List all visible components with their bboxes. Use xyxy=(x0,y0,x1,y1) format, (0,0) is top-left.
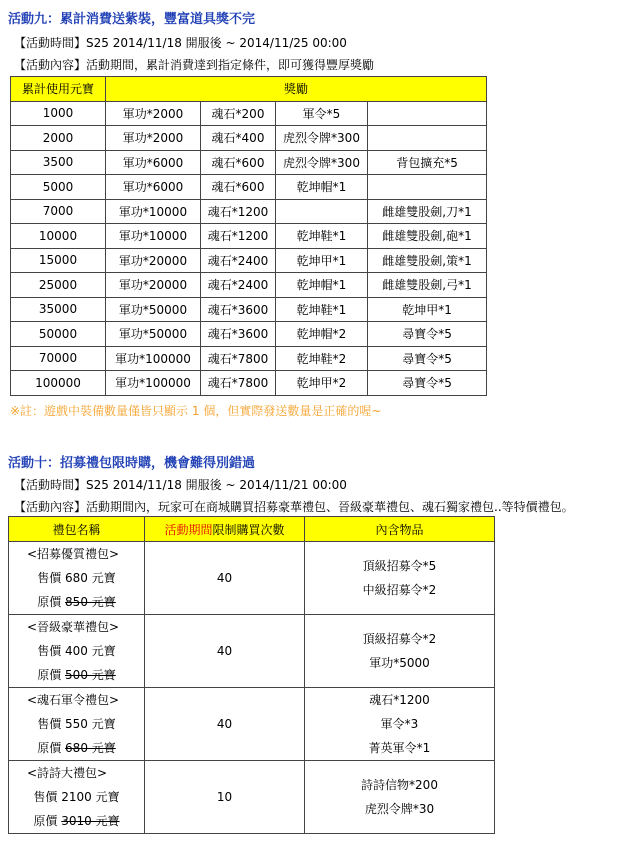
reward-cell: 70000 xyxy=(11,346,106,371)
reward-cell: 魂石*7800 xyxy=(201,346,276,371)
reward-cell: 背包擴充*5 xyxy=(368,150,487,175)
reward-cell: 軍功*100000 xyxy=(106,371,201,396)
reward-cell: 魂石*1200 xyxy=(201,224,276,249)
reward-cell: 軍功*20000 xyxy=(106,273,201,298)
reward-row xyxy=(11,175,487,200)
reward-cell: 乾坤甲*1 xyxy=(276,248,368,273)
package-price: 售價 680 元寶 xyxy=(37,571,116,585)
package-items xyxy=(305,615,495,688)
reward-cell: 乾坤鞋*2 xyxy=(276,346,368,371)
package-info xyxy=(9,761,145,834)
reward-cell: 魂石*200 xyxy=(201,101,276,126)
event10-content: 【活動內容】活動期間內，玩家可在商城購買招募豪華禮包、晉級豪華禮包、魂石獨家禮包..等特價禮包。 xyxy=(14,500,574,514)
reward-row xyxy=(11,248,487,273)
reward-cell: 50000 xyxy=(11,322,106,347)
package-limit: 10 xyxy=(145,761,305,834)
reward-cell: 100000 xyxy=(11,371,106,396)
reward-cell: 15000 xyxy=(11,248,106,273)
reward-cell: 魂石*2400 xyxy=(201,273,276,298)
reward-cell: 魂石*2400 xyxy=(201,248,276,273)
header-items: 內含物品 xyxy=(305,517,495,542)
reward-cell xyxy=(368,126,487,151)
original-price-label: 原價 xyxy=(37,741,66,755)
header-reward: 獎勵 xyxy=(106,77,487,102)
package-row xyxy=(9,688,495,761)
package-name: <詩詩大禮包> xyxy=(27,766,108,780)
reward-cell: 魂石*7800 xyxy=(201,371,276,396)
reward-cell: 軍功*100000 xyxy=(106,346,201,371)
package-item: 菁英軍令*1 xyxy=(368,741,431,755)
package-limit: 40 xyxy=(145,615,305,688)
original-price-label: 原價 xyxy=(37,595,66,609)
reward-cell: 雌雄雙股劍,刀*1 xyxy=(368,199,487,224)
reward-cell: 1000 xyxy=(11,101,106,126)
reward-row xyxy=(11,126,487,151)
header-limit-highlight: 活動期間 xyxy=(164,522,213,537)
package-table xyxy=(8,516,495,834)
package-item: 虎烈令牌*30 xyxy=(364,802,435,816)
reward-cell: 乾坤帽*1 xyxy=(276,273,368,298)
reward-table-header xyxy=(11,77,487,102)
package-row xyxy=(9,542,495,615)
reward-row xyxy=(11,150,487,175)
package-items xyxy=(305,688,495,761)
package-info xyxy=(9,542,145,615)
reward-cell: 軍功*50000 xyxy=(106,297,201,322)
header-limit xyxy=(145,517,305,542)
event9-time: 【活動時間】S25 2014/11/18 開服後 ~ 2014/11/25 00:00 xyxy=(14,36,347,50)
reward-cell: 軍令*5 xyxy=(276,101,368,126)
package-original-price xyxy=(9,809,144,833)
original-price-value: 680 元寶 xyxy=(65,741,116,755)
event9-content: 【活動內容】活動期間，累計消費達到指定條件，即可獲得豐厚獎勵 xyxy=(14,58,375,72)
package-items xyxy=(305,761,495,834)
reward-cell: 軍功*6000 xyxy=(106,150,201,175)
reward-cell xyxy=(276,199,368,224)
package-row xyxy=(9,615,495,688)
event9-note: ※註：遊戲中裝備數量僅皆只顯示 1 個，但實際發送數量是正確的喔~ xyxy=(10,404,382,418)
original-price-value: 500 元寶 xyxy=(65,668,116,682)
package-name: <魂石軍令禮包> xyxy=(27,693,120,707)
reward-table xyxy=(10,76,487,396)
package-item: 軍令*3 xyxy=(380,717,419,731)
package-original-price xyxy=(9,736,144,760)
reward-cell: 乾坤帽*1 xyxy=(276,175,368,200)
package-original-price xyxy=(9,590,144,614)
reward-cell: 軍功*6000 xyxy=(106,175,201,200)
reward-cell: 7000 xyxy=(11,199,106,224)
header-cumulative: 累計使用元寶 xyxy=(11,77,106,102)
reward-row xyxy=(11,273,487,298)
reward-cell: 魂石*400 xyxy=(201,126,276,151)
package-item: 軍功*5000 xyxy=(369,656,430,670)
reward-row xyxy=(11,371,487,396)
reward-cell: 軍功*10000 xyxy=(106,224,201,249)
reward-row xyxy=(11,224,487,249)
original-price-value: 850 元寶 xyxy=(65,595,116,609)
reward-cell: 尋寶令*5 xyxy=(368,322,487,347)
reward-cell: 尋寶令*5 xyxy=(368,346,487,371)
header-limit-text: 限制購買次數 xyxy=(212,522,285,537)
package-item: 中級招募令*2 xyxy=(362,583,437,597)
reward-cell: 25000 xyxy=(11,273,106,298)
package-item: 詩詩信物*200 xyxy=(361,778,438,792)
package-items xyxy=(305,542,495,615)
package-row xyxy=(9,761,495,834)
package-item: 頂級招募令*2 xyxy=(362,632,437,646)
package-item: 頂級招募令*5 xyxy=(362,559,437,573)
reward-cell: 虎烈令牌*300 xyxy=(276,126,368,151)
reward-cell: 乾坤甲*2 xyxy=(276,371,368,396)
original-price-label: 原價 xyxy=(33,814,62,828)
reward-cell: 軍功*2000 xyxy=(106,126,201,151)
reward-cell: 虎烈令牌*300 xyxy=(276,150,368,175)
reward-cell: 乾坤鞋*1 xyxy=(276,297,368,322)
reward-cell: 乾坤鞋*1 xyxy=(276,224,368,249)
reward-row xyxy=(11,199,487,224)
reward-cell xyxy=(368,101,487,126)
reward-row xyxy=(11,322,487,347)
event10-time: 【活動時間】S25 2014/11/18 開服後 ~ 2014/11/21 00:00 xyxy=(14,478,347,492)
reward-cell: 5000 xyxy=(11,175,106,200)
reward-cell: 魂石*3600 xyxy=(201,297,276,322)
reward-cell: 2000 xyxy=(11,126,106,151)
reward-cell: 魂石*3600 xyxy=(201,322,276,347)
event10-title: 活動十：招募禮包限時購，機會難得別錯過 xyxy=(8,456,256,471)
package-price: 售價 400 元寶 xyxy=(37,644,116,658)
reward-cell: 尋寶令*5 xyxy=(368,371,487,396)
reward-cell xyxy=(368,175,487,200)
reward-cell: 35000 xyxy=(11,297,106,322)
event9-title: 活動九：累計消費送紫裝，豐富道具獎不完 xyxy=(8,12,256,27)
package-name: <晉級豪華禮包> xyxy=(27,620,120,634)
package-name: <招募優質禮包> xyxy=(27,547,120,561)
reward-cell: 魂石*600 xyxy=(201,150,276,175)
original-price-value: 3010 元寶 xyxy=(61,814,120,828)
reward-cell: 雌雄雙股劍,策*1 xyxy=(368,248,487,273)
package-price: 售價 550 元寶 xyxy=(37,717,116,731)
original-price-label: 原價 xyxy=(37,668,66,682)
reward-cell: 魂石*600 xyxy=(201,175,276,200)
reward-cell: 10000 xyxy=(11,224,106,249)
package-table-header xyxy=(9,517,495,542)
header-package-name: 禮包名稱 xyxy=(9,517,145,542)
reward-cell: 3500 xyxy=(11,150,106,175)
reward-cell: 軍功*20000 xyxy=(106,248,201,273)
package-limit: 40 xyxy=(145,542,305,615)
package-price: 售價 2100 元寶 xyxy=(33,790,120,804)
reward-row xyxy=(11,346,487,371)
reward-cell: 軍功*50000 xyxy=(106,322,201,347)
reward-row xyxy=(11,101,487,126)
reward-cell: 魂石*1200 xyxy=(201,199,276,224)
reward-cell: 乾坤帽*2 xyxy=(276,322,368,347)
package-info xyxy=(9,615,145,688)
package-item: 魂石*1200 xyxy=(369,693,430,707)
reward-cell: 軍功*2000 xyxy=(106,101,201,126)
reward-cell: 雌雄雙股劍,砲*1 xyxy=(368,224,487,249)
reward-cell: 雌雄雙股劍,弓*1 xyxy=(368,273,487,298)
reward-cell: 軍功*10000 xyxy=(106,199,201,224)
package-info xyxy=(9,688,145,761)
reward-row xyxy=(11,297,487,322)
package-original-price xyxy=(9,663,144,687)
reward-cell: 乾坤甲*1 xyxy=(368,297,487,322)
package-limit: 40 xyxy=(145,688,305,761)
